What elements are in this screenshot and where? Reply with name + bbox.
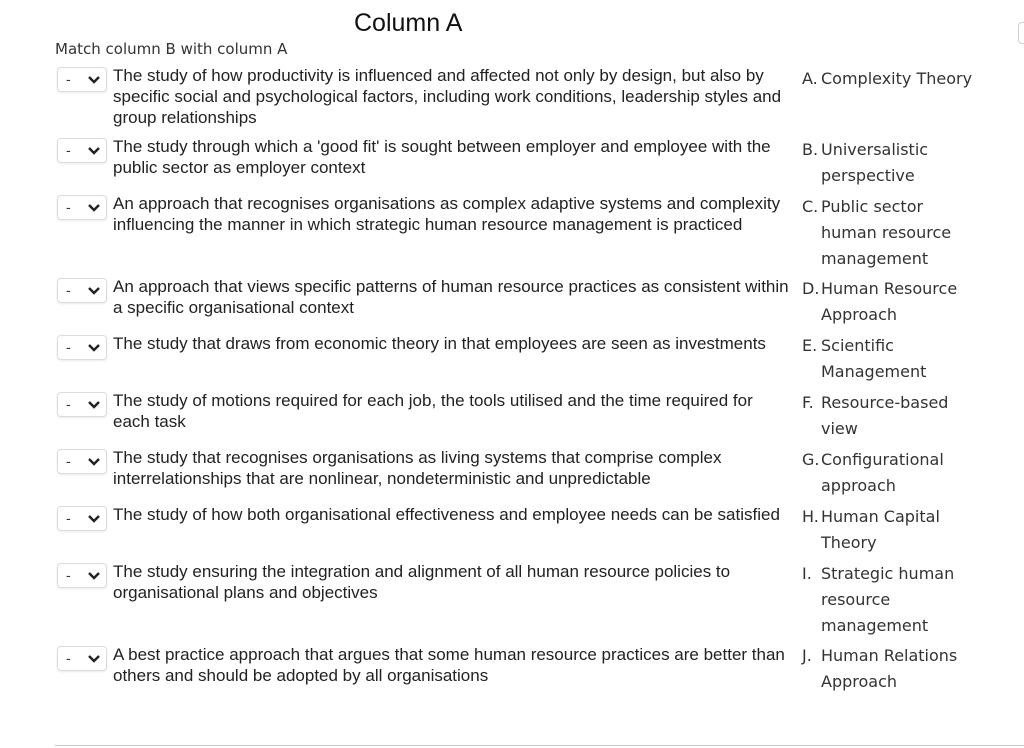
question-text: A best practice approach that argues that some human resource practices are better than others and should be adopted by all organisations <box>113 645 785 685</box>
chevron-down-icon <box>87 342 101 354</box>
chevron-down-icon <box>87 285 101 297</box>
option-letter: H. <box>802 507 819 526</box>
answer-dropdown-2[interactable] <box>57 138 107 163</box>
question-text: The study through which a 'good fit' is sought between employer and employee with the public sector as employer context <box>113 137 771 177</box>
option-text: Scientific Management <box>821 336 927 381</box>
option-text: Resource-based view <box>821 393 949 438</box>
question-text: The study that draws from economic theory in that employees are seen as investments <box>113 334 766 353</box>
option-text: Configurational approach <box>821 450 944 495</box>
option-text: Strategic human resource management <box>821 564 955 635</box>
option-i <box>802 561 972 639</box>
dropdown-value: - <box>66 453 71 469</box>
dropdown-value: - <box>66 396 71 412</box>
chevron-down-icon <box>87 513 101 525</box>
dropdown-value: - <box>66 199 71 215</box>
option-text: Universalistic perspective <box>821 140 929 185</box>
option-j <box>802 643 982 695</box>
dropdown-value: - <box>66 339 71 355</box>
option-letter: A. <box>802 69 818 88</box>
question-text: The study ensuring the integration and alignment of all human resource policies to organisational plans and objectives <box>113 562 731 602</box>
question-text: The study of how productivity is influenced and affected not only by design, but also by specific social and psychological factors, including work conditions, leadership styles and group relationships <box>113 66 782 127</box>
option-g <box>802 447 972 499</box>
option-letter: J. <box>802 646 812 665</box>
option-b <box>802 137 952 189</box>
answer-dropdown-8[interactable] <box>57 506 107 531</box>
dropdown-value: - <box>66 282 71 298</box>
column-a-title: Column A <box>354 9 463 37</box>
option-h <box>802 504 972 556</box>
bottom-divider <box>55 745 1024 746</box>
answer-dropdown-6[interactable] <box>57 392 107 417</box>
answer-dropdown-3[interactable] <box>57 195 107 220</box>
partial-widget-edge <box>1018 22 1024 44</box>
answer-dropdown-4[interactable] <box>57 278 107 303</box>
chevron-down-icon <box>87 202 101 214</box>
instruction-text: Match column B with column A <box>55 40 288 58</box>
answer-dropdown-5[interactable] <box>57 335 107 360</box>
answer-dropdown-9[interactable] <box>57 563 107 588</box>
option-text: Public sector human resource management <box>821 197 952 268</box>
option-text: Human Relations Approach <box>821 646 958 691</box>
option-letter: D. <box>802 279 820 298</box>
answer-dropdown-7[interactable] <box>57 449 107 474</box>
option-letter: C. <box>802 197 819 216</box>
chevron-down-icon <box>87 399 101 411</box>
option-letter: B. <box>802 140 819 159</box>
dropdown-value: - <box>66 71 71 87</box>
option-e <box>802 333 952 385</box>
dropdown-value: - <box>66 510 71 526</box>
answer-dropdown-10[interactable] <box>57 646 107 671</box>
option-letter: E. <box>802 336 818 355</box>
chevron-down-icon <box>87 570 101 582</box>
chevron-down-icon <box>87 456 101 468</box>
chevron-down-icon <box>87 74 101 86</box>
dropdown-value: - <box>66 142 71 158</box>
dropdown-value: - <box>66 567 71 583</box>
option-letter: I. <box>802 564 812 583</box>
question-text: The study that recognises organisations as living systems that comprise complex interrelationships that are nonlinear, nondeterministic and unpredictable <box>113 448 722 488</box>
option-c <box>802 194 982 272</box>
answer-dropdown-1[interactable] <box>57 67 107 92</box>
question-text: The study of how both organisational effectiveness and employee needs can be satisfied <box>113 505 780 524</box>
question-text: An approach that recognises organisations as complex adaptive systems and complexity influencing the manner in which strategic human resource management is practiced <box>113 194 781 234</box>
chevron-down-icon <box>87 145 101 157</box>
option-f <box>802 390 972 442</box>
option-d <box>802 276 982 328</box>
option-a <box>802 66 1017 92</box>
chevron-down-icon <box>87 653 101 665</box>
option-text: Human Capital Theory <box>821 507 940 552</box>
question-text: The study of motions required for each job, the tools utilised and the time required for each task <box>113 391 753 431</box>
option-text: Complexity Theory <box>821 69 973 88</box>
dropdown-value: - <box>66 650 71 666</box>
option-letter: F. <box>802 393 814 412</box>
option-letter: G. <box>802 450 820 469</box>
question-text: An approach that views specific patterns of human resource practices as consistent within a specific organisational context <box>113 277 789 317</box>
option-text: Human Resource Approach <box>821 279 958 324</box>
